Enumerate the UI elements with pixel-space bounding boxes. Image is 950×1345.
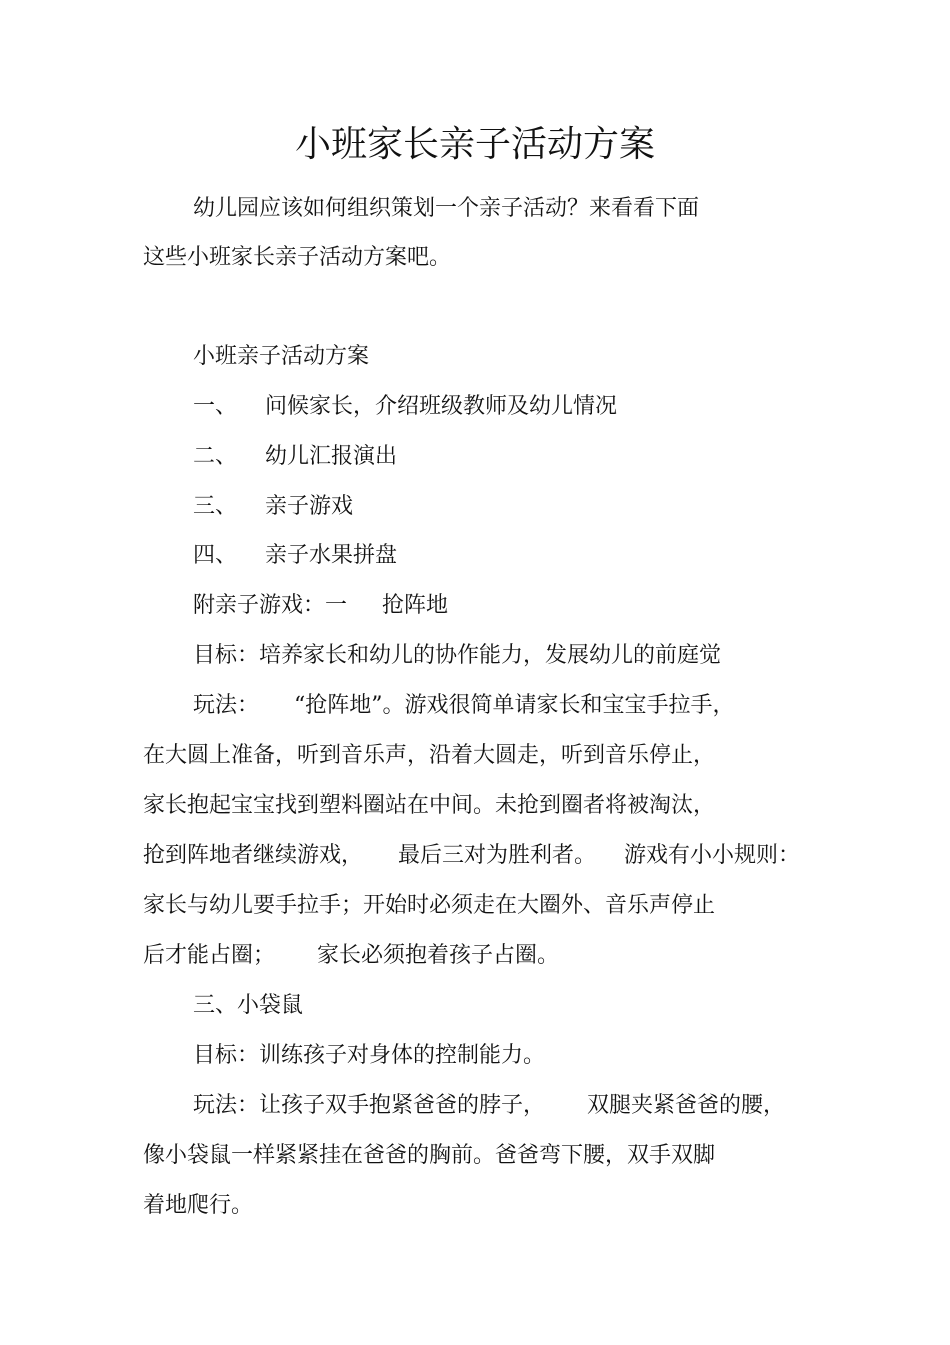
game-heading: 三、小袋鼠 [193, 993, 304, 1018]
document-title: 小班家长亲子活动方案 [294, 124, 655, 165]
paragraph-line: 玩法：让孩子双手抱紧爸爸的脖子， 双腿夹紧爸爸的腰， [193, 1093, 785, 1118]
paragraph-line: 玩法： “抢阵地”。游戏很简单请家长和宝宝手拉手， [193, 693, 735, 718]
paragraph-line: 抢到阵地者继续游戏， 最后三对为胜利者。 游戏有小小规则： [143, 843, 800, 868]
paragraph-line: 家长抱起宝宝找到塑料圈站在中间。未抢到圈者将被淘汰， [143, 793, 716, 818]
paragraph-line: 家长与幼儿要手拉手；开始时必须走在大圈外、音乐声停止 [143, 893, 716, 918]
paragraph-line: 在大圆上准备，听到音乐声，沿着大圆走，听到音乐停止， [143, 743, 716, 768]
list-item: 二、 幼儿汇报演出 [193, 444, 397, 469]
paragraph-line: 后才能占圈； 家长必须抱着孩子占圈。 [143, 943, 559, 968]
paragraph-line: 目标：培养家长和幼儿的协作能力，发展幼儿的前庭觉 [193, 643, 722, 668]
intro-line-1: 幼儿园应该如何组织策划一个亲子活动？来看看下面 [193, 196, 700, 221]
list-item: 四、 亲子水果拼盘 [193, 543, 397, 568]
paragraph-line: 目标：训练孩子对身体的控制能力。 [193, 1043, 546, 1068]
paragraph-line: 着地爬行。 [143, 1193, 254, 1218]
game-heading: 附亲子游戏：一 抢阵地 [193, 593, 448, 618]
list-item: 一、 问候家长，介绍班级教师及幼儿情况 [193, 394, 617, 419]
intro-line-2: 这些小班家长亲子活动方案吧。 [143, 245, 452, 270]
list-item: 三、 亲子游戏 [193, 494, 353, 519]
paragraph-line: 像小袋鼠一样紧紧挂在爸爸的胸前。爸爸弯下腰，双手双脚 [143, 1143, 716, 1168]
section-heading: 小班亲子活动方案 [193, 344, 370, 369]
